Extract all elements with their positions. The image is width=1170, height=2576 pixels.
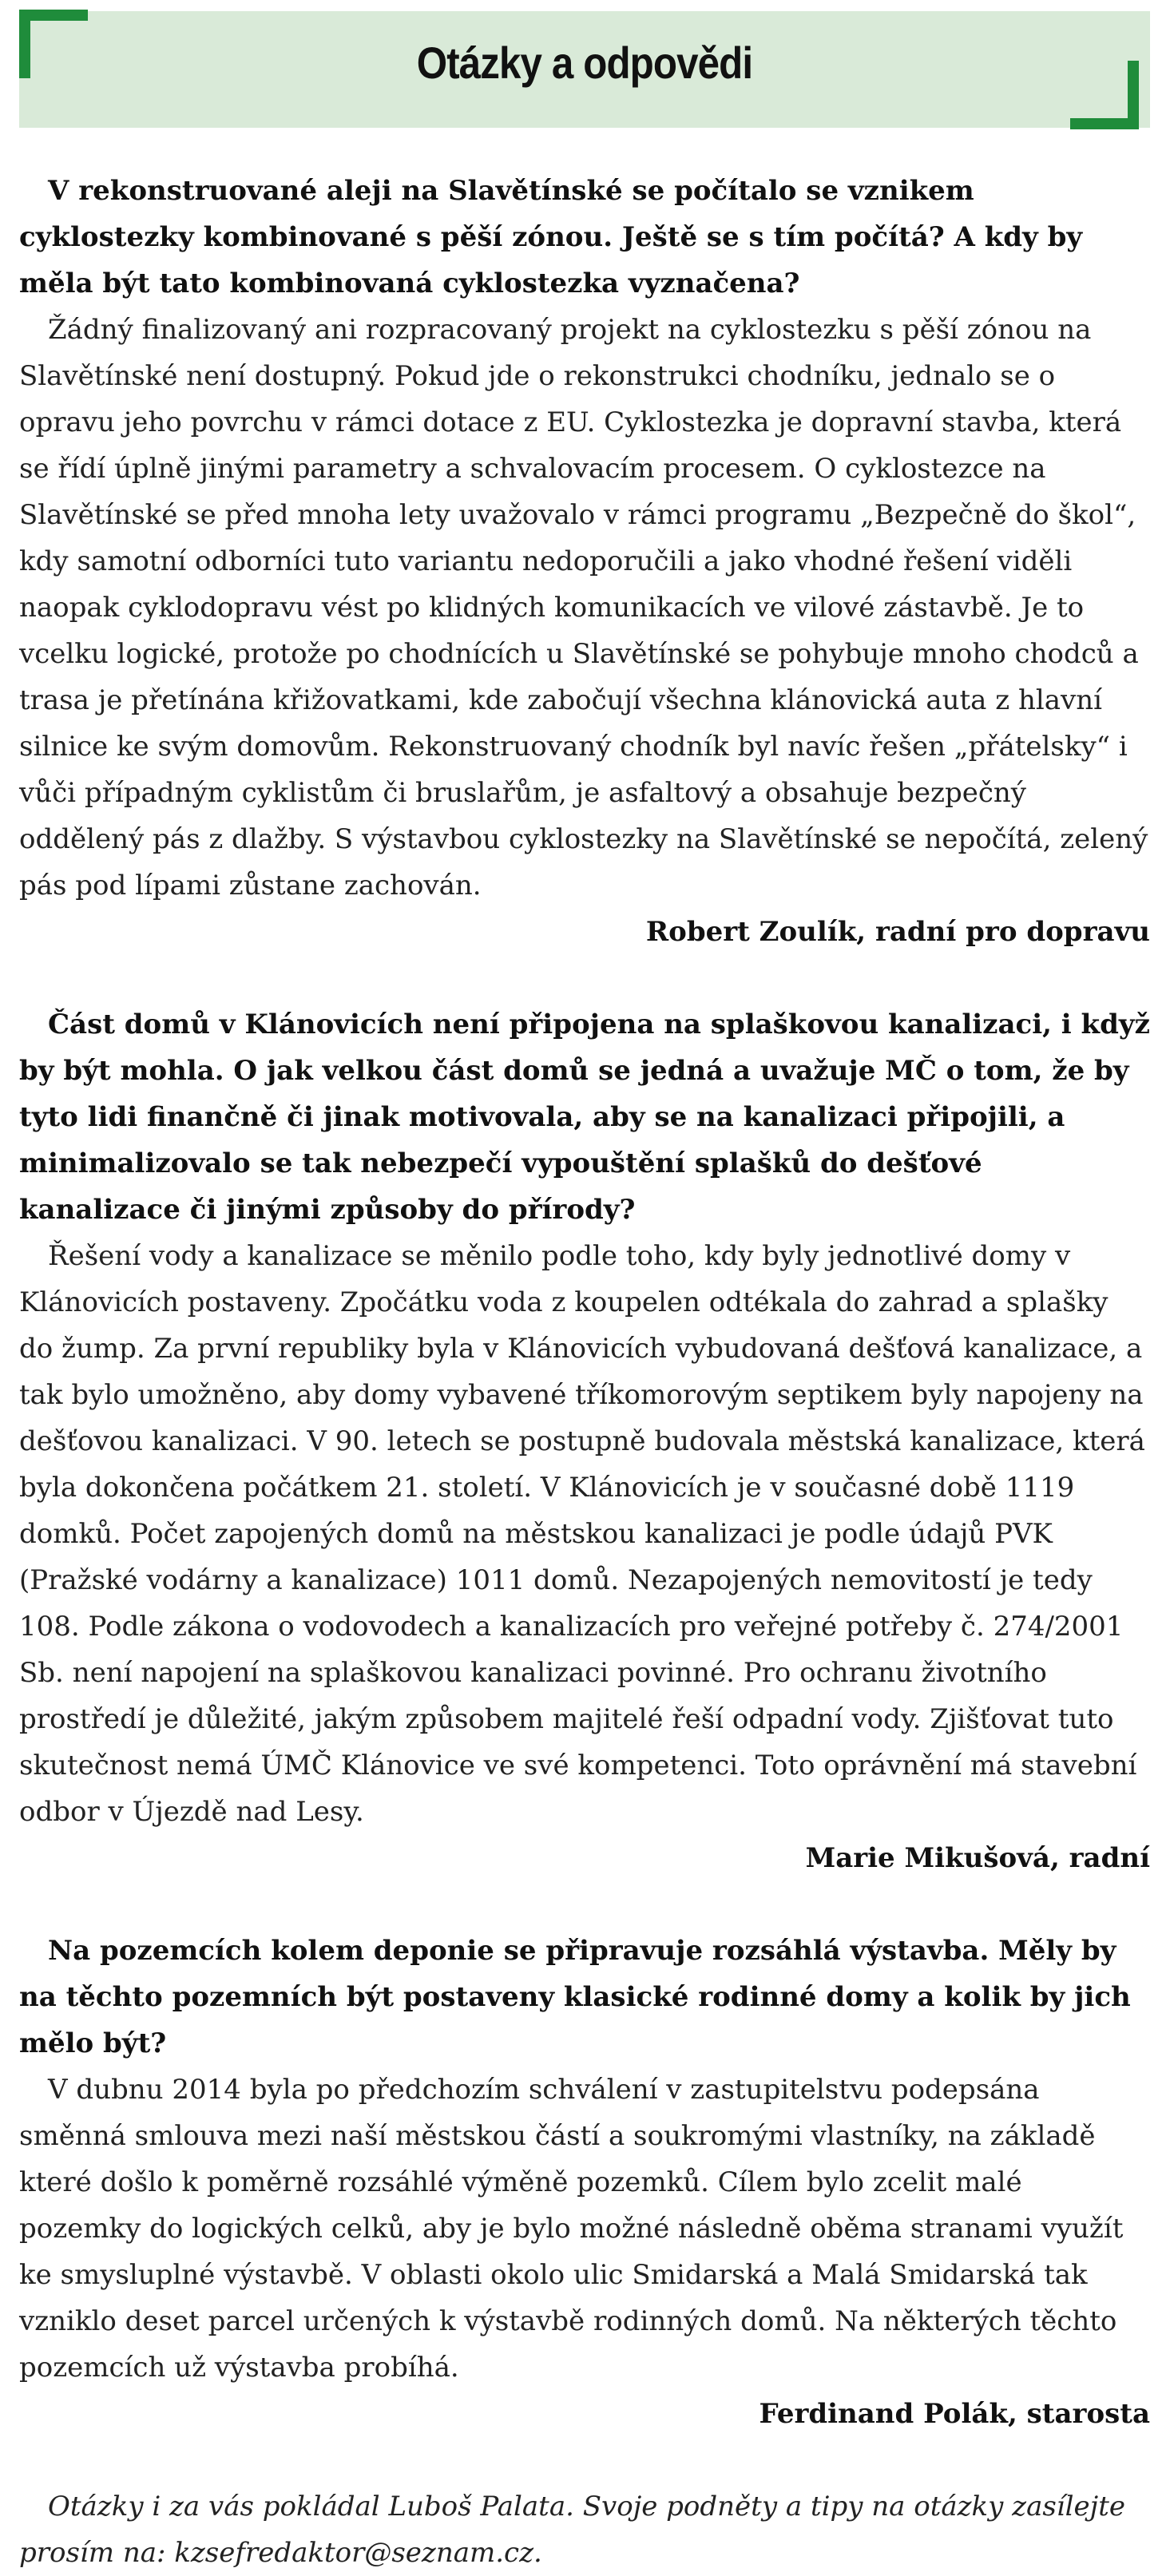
question: Na pozemcích kolem deponie se připravuje rozsáhlá výstavba. Měly by na těchto pozemních být postaveny klasické rodinné domy a kolik by jich mělo být? bbox=[19, 1935, 1131, 2059]
answer-signature: Robert Zoulík, radní pro dopravu bbox=[645, 916, 1150, 948]
answer-signature: Marie Mikušová, radní bbox=[805, 1842, 1150, 1874]
question: V rekonstruované aleji na Slavětínské se počítalo se vznikem cyklostezky kombinované s pěší zónou. Ještě se s tím počítá? A kdy by měla být tato kombinovaná cyklostezka vyznačena? bbox=[19, 175, 1083, 299]
answer-signature: Ferdinand Polák, starosta bbox=[759, 2398, 1150, 2430]
article-body bbox=[19, 168, 1150, 2576]
spacer bbox=[19, 1881, 1150, 1928]
page-title: Otázky a odpovědi bbox=[416, 38, 753, 88]
spacer bbox=[19, 2437, 1150, 2483]
answer: V dubnu 2014 byla po předchozím schválení v zastupitelstvu podepsána směnná smlouva mezi naší městskou částí a soukromými vlastníky, na základě které došlo k poměrně rozsáhlé výměně pozemků. Cílem bylo zcelit malé pozemky do logických celků, aby je bylo možné následně oběma stranami využít ke smysluplné výstavbě. V oblasti okolo ulic Smidarská a Malá Smidarská tak vzniklo deset parcel určených k výstavbě rodinných domů. Na některých těchto pozemcích už výstavba probíhá. bbox=[19, 2074, 1124, 2384]
answer: Řešení vody a kanalizace se měnilo podle toho, kdy byly jednotlivé domy v Klánovicích postaveny. Zpočátku voda z koupelen odtékala do zahrad a splašky do žump. Za první republiky byla v Klánovicích vybudovaná dešťová kanalizace, a tak bylo umožněno, aby domy vybavené tříkomorovým septikem byly napojeny na dešťovou kanalizaci. V 90. letech se postupně budovala městská kanalizace, která byla dokončena počátkem 21. století. V Klánovicích je v současné době 1119 domků. Počet zapojených domů na městskou kanalizaci je podle údajů PVK (Pražské vodárny a kanalizace) 1011 domů. Nezapojených nemovitostí je tedy 108. Podle zákona o vodovodech a kanalizacích pro veřejné potřeby č. 274/2001 Sb. není napojení na splaškovou kanalizaci povinné. Pro ochranu životního prostředí je důležité, jakým způsobem majitelé řeší odpadní vody. Zjišťovat tuto skutečnost nemá ÚMČ Klánovice ve své kompetenci. Toto oprávnění má stavební odbor v Újezdě nad Lesy. bbox=[19, 1240, 1145, 1828]
qa-block-3 bbox=[19, 1928, 1150, 2437]
corner-bracket-top-left bbox=[19, 10, 30, 78]
answer: Žádný finalizovaný ani rozpracovaný projekt na cyklostezku s pěší zónou na Slavětínské není dostupný. Pokud jde o rekonstrukci chodníku, jednalo se o opravu jeho povrchu v rámci dotace z EU. Cyklostezka je dopravní stavba, která se řídí úplně jinými parametry a schvalovacím procesem. O cyklostezce na Slavětínské se před mnoha lety uvažovalo v rámci programu „Bezpečně do škol“, kdy samotní odborníci tuto variantu nedoporučili a jako vhodné řešení viděli naopak cyklodopravu vést po klidných komunikacích ve vilové zástavbě. Je to vcelku logické, protože po chodnících u Slavětínské se pohybuje mnoho chodců a trasa je přetínána křižovatkami, kde zabočují všechna klánovická auta z hlavní silnice ke svým domovům. Rekonstruovaný chodník byl navíc řešen „přátelsky“ i vůči případným cyklistům či bruslařům, je asfaltový a obsahuje bezpečný oddělený pás z dlažby. S výstavbou cyklostezky na Slavětínské se nepočítá, zelený pás pod lípami zůstane zachován. bbox=[19, 314, 1148, 902]
corner-bracket-bottom-right bbox=[1128, 61, 1139, 129]
qa-block-1 bbox=[19, 168, 1150, 955]
footer-note: Otázky i za vás pokládal Luboš Palata. Svoje podněty a tipy na otázky zasílejte prosím na: kzsefredaktor@seznam.cz. bbox=[19, 2491, 1125, 2569]
spacer bbox=[19, 955, 1150, 1001]
question: Část domů v Klánovicích není připojena na splaškovou kanalizaci, i když by být mohla. O jak velkou část domů se jedná a uvažuje MČ o tom, že by tyto lidi finančně či jinak motivovala, aby se na kanalizaci připojili, a minimalizovalo se tak nebezpečí vypouštění splašků do dešťové kanalizace či jinými způsoby do přírody? bbox=[19, 1009, 1150, 1226]
qa-block-2 bbox=[19, 1001, 1150, 1881]
